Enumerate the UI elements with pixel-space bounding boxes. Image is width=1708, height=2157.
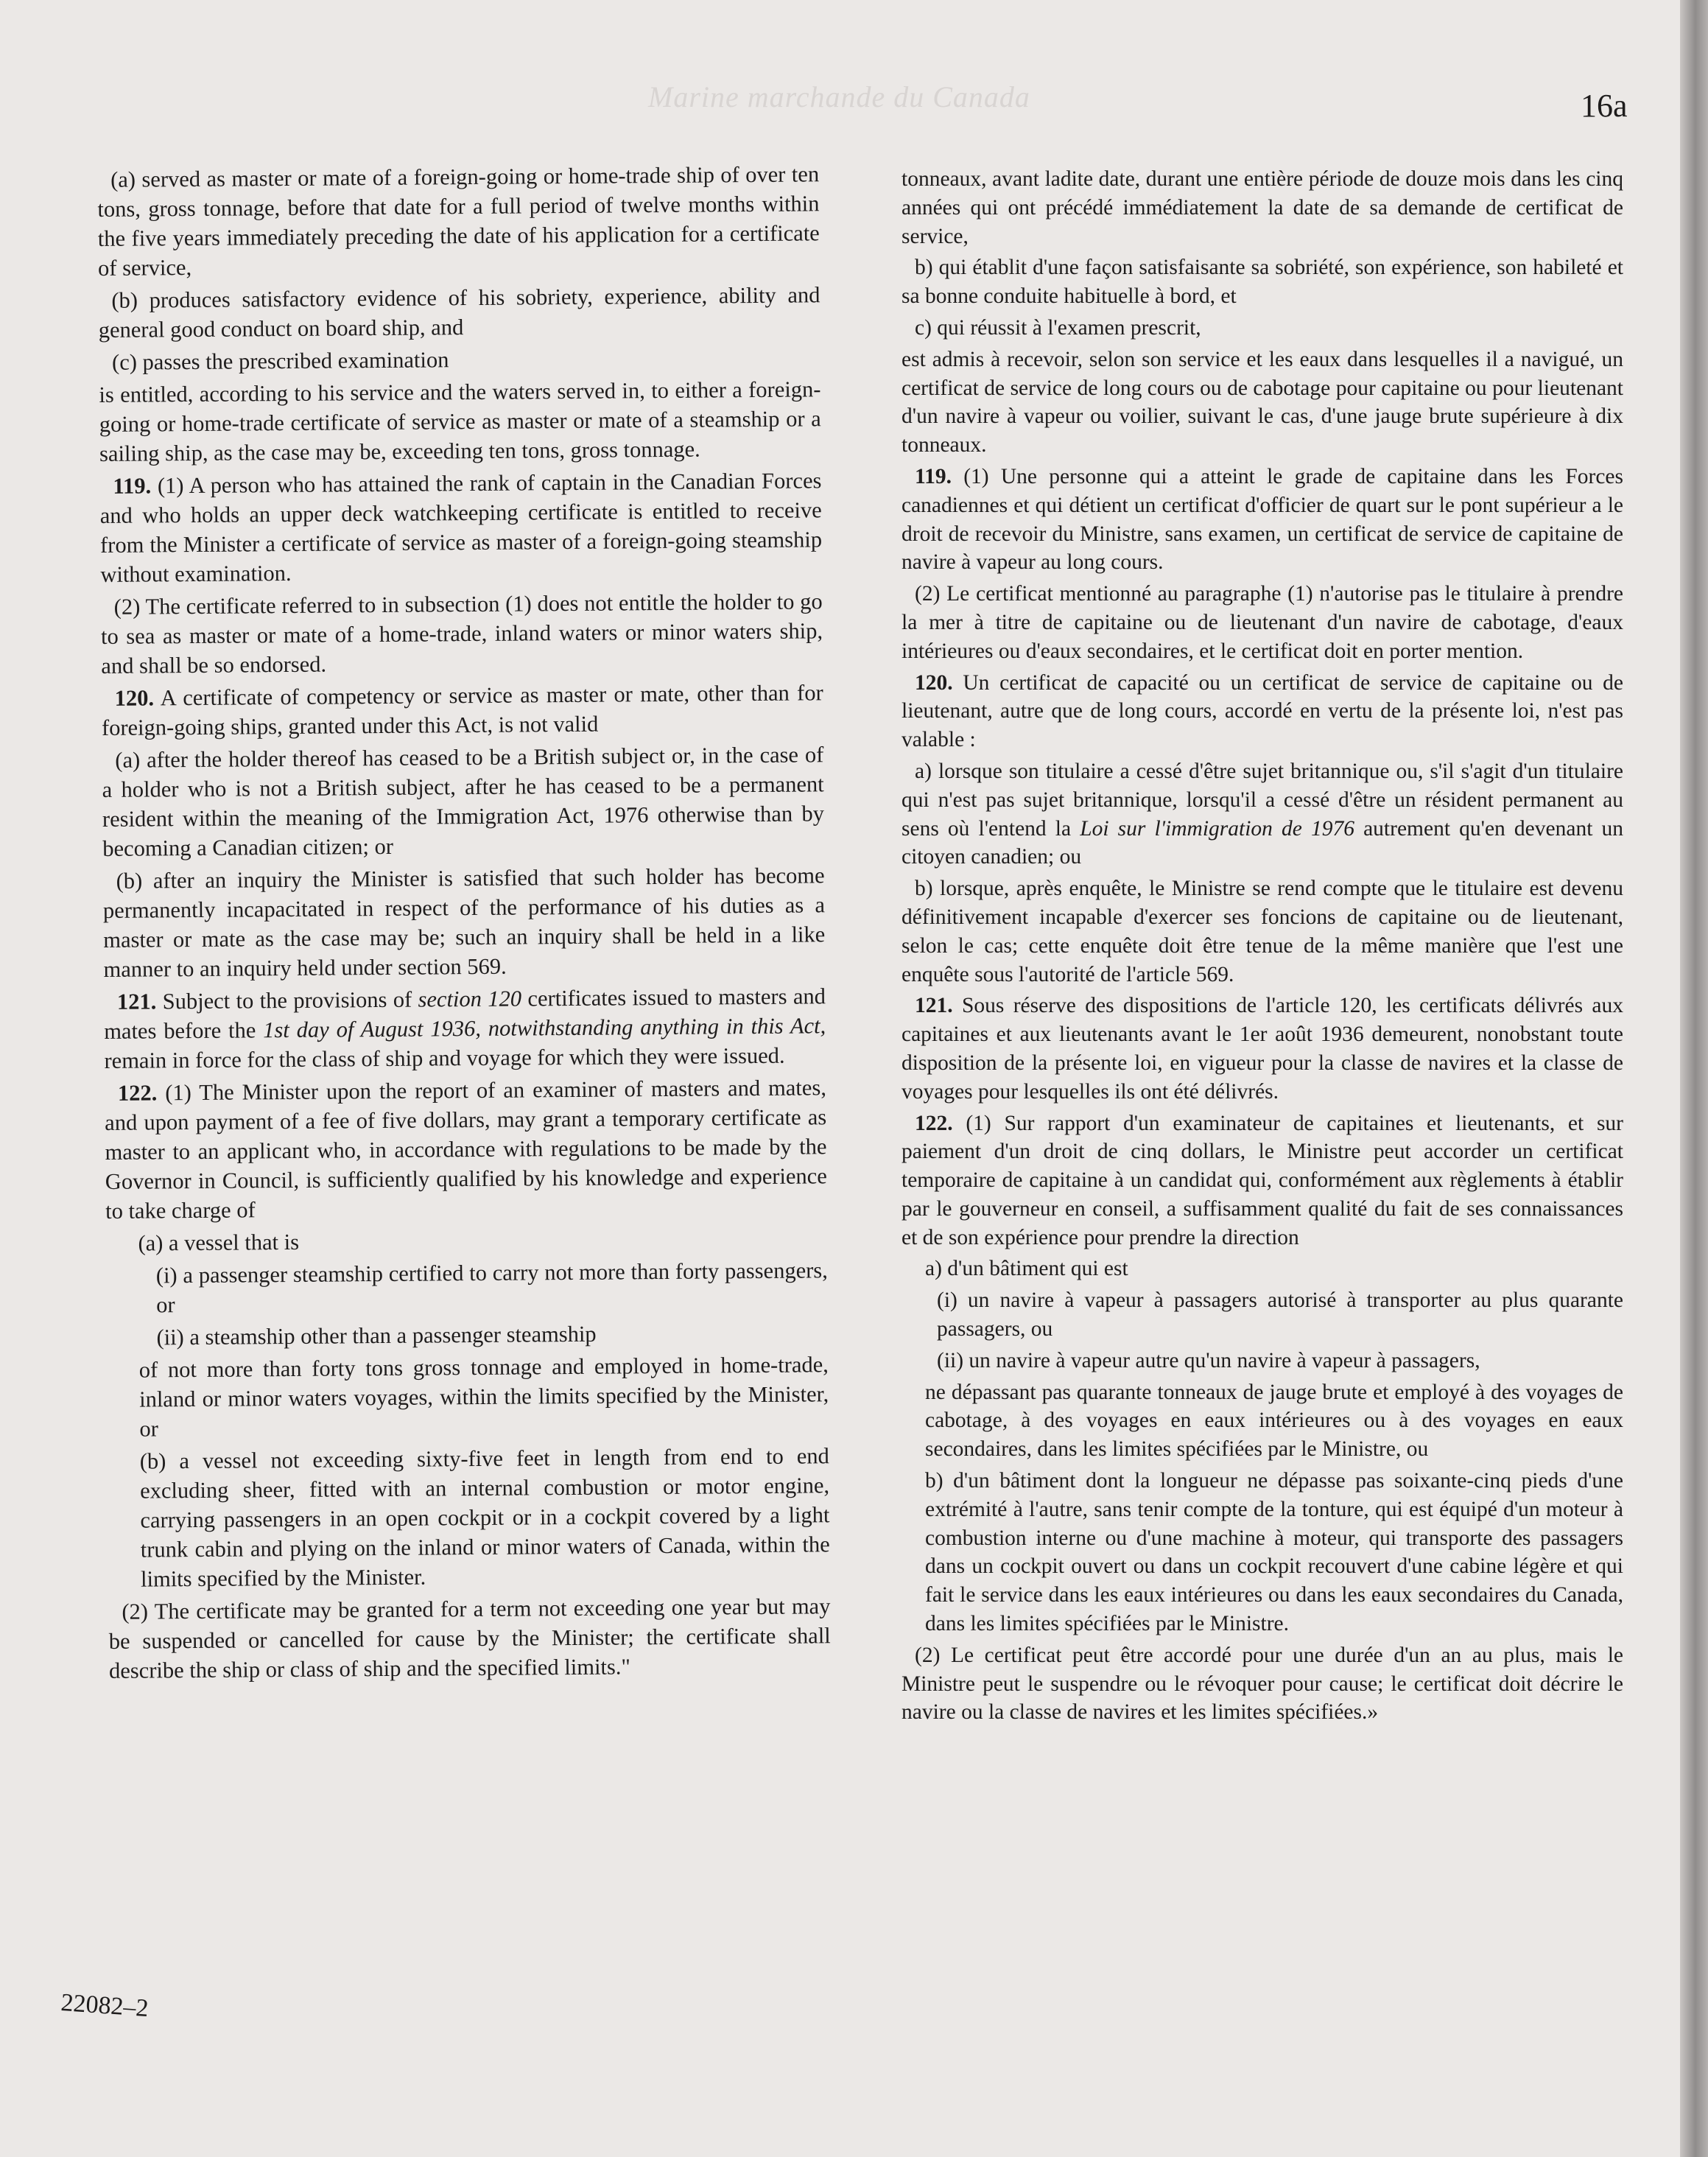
- fr-section-text: Un certificat de capacité ou un certificat de service de capitaine ou de lieutenant, autre que de long cours, accordé en vertu de la présente loi, n'est pas valable :: [902, 670, 1623, 752]
- en-section-122-a: (a) a vessel that is: [138, 1229, 300, 1256]
- en-italic-ref: 1st day of August 1936, notwithstanding anything in this Act,: [263, 1013, 826, 1043]
- en-section-120-b: (b) after an inquiry the Minister is satisfied that such holder has become permanently incapacitated in respect of the performance of his duties as a master or mate as the case may be; such an inquiry shall be held in a like manner to an inquiry held under section 569.: [102, 863, 826, 982]
- en-section-number: 122.: [117, 1080, 158, 1106]
- en-section-120-a: (a) after the holder thereof has ceased to be a British subject or, in the case of a holder who is not a British subject, after he has ceased to be a permanent resident within the meaning of the Immigration Act, 1976 otherwise than by becoming a Canadian citizen; or: [102, 742, 825, 861]
- fr-section-text: (1) Une personne qui a atteint le grade de capitaine dans les Forces canadiennes et qui détient un certificat d'officier de quart sur le pont supérieur a le droit de recevoir du Ministre, sans examen, un certificat de service de capitaine de navire à vapeur au long cours.: [902, 464, 1623, 575]
- en-para-a: (a) served as master or mate of a foreign-going or home-trade ship of over ten tons, gross tonnage, before that date for a full period of twelve months within the five years immediately preceding the date of his application for a certificate of service,: [97, 161, 820, 281]
- page-number: 16a: [1581, 88, 1628, 124]
- en-section-120: [102, 678, 824, 743]
- fr-section-number: 119.: [915, 464, 952, 488]
- fr-section-122-1: [902, 1109, 1623, 1252]
- fr-italic-ref: Loi sur l'immigration de 1976: [1080, 816, 1354, 841]
- en-text: remain in force for the class of ship and voyage for which they were issued.: [104, 1042, 785, 1073]
- fr-section-122-ii: (ii) un navire à vapeur autre qu'un navire à vapeur à passagers,: [937, 1348, 1480, 1372]
- fr-section-122-2: (2) Le certificat peut être accordé pour une durée d'un an au plus, mais le Ministre peut le suspendre ou le révoquer pour cause; le certificat doit décrire le navire ou la classe de navires et les limites spécifiées.»: [902, 1643, 1623, 1725]
- fr-section-121: [902, 992, 1623, 1106]
- en-section-122-a-tail: of not more than forty tons gross tonnage and employed in home-trade, inland or minor waters voyages, within the limits specified by the Minister, or: [138, 1352, 829, 1442]
- fr-para-tail: est admis à recevoir, selon son service et les eaux dans lesquelles il a navigué, un certificat de service de long cours ou de cabotage pour capitaine ou pour lieutenant d'un navire à vapeur ou voilier, suivant le cas, d'une jauge brute supérieure à dix tonneaux.: [902, 347, 1623, 457]
- fr-section-120-a: [902, 757, 1623, 871]
- fr-section-122-i: (i) un navire à vapeur à passagers autorisé à transporter au plus quarante passagers, ou: [937, 1288, 1623, 1341]
- en-text: Subject to the provisions of: [162, 986, 412, 1014]
- en-section-text: (1) A person who has attained the rank of captain in the Canadian Forces and who holds an upper deck watchkeeping certificate is entitled to receive from the Minister a certificate of service as master of a foreign-going steamship without examination.: [99, 468, 823, 587]
- fr-text: autrement qu'en devenant un citoyen canadien; ou: [902, 816, 1624, 869]
- fr-section-number: 120.: [915, 670, 953, 695]
- en-section-122-i: (i) a passenger steamship certified to carry not more than forty passengers, or: [155, 1258, 828, 1318]
- fr-section-122-a-tail: ne dépassant pas quarante tonneaux de jauge brute et employé à des voyages de cabotage, à des voyages en eaux intérieures ou à des voyages en eaux secondaires, dans les limites spécifiées par le Ministre, ou: [925, 1380, 1623, 1462]
- en-text: certificates issued to masters and mates before the: [104, 983, 826, 1044]
- fr-text: a) lorsque son titulaire a cessé d'être sujet britannique ou, s'il s'agit d'un titulaire qui n'est pas sujet britannique, lorsqu'il a cessé d'être un résident permanent au sens où l'entend la: [902, 759, 1623, 841]
- en-section-122-2: (2) The certificate may be granted for a term not exceeding one year but may be suspended or cancelled for cause by the Minister; the certificate shall describe the ship or class of ship and the specified limits.": [108, 1593, 831, 1683]
- en-section-text: A certificate of competency or service as master or mate, other than for foreign-going ships, granted under this Act, is not valid: [101, 680, 823, 740]
- en-section-122-1: [105, 1073, 828, 1226]
- fr-section-text: (1) Sur rapport d'un examinateur de capitaines et lieutenants, et sur paiement d'un droit de cinq dollars, le Ministre peut accorder un certificat temporaire de capitaine à un candidat qui, conformément aux règlements à établir par le gouverneur en conseil, a suffisamment qualité du fait de ses connaissances et de son expérience pour prendre la direction: [902, 1111, 1623, 1249]
- fr-section-120-b: b) lorsque, après enquête, le Ministre se rend compte que le titulaire est devenu définitivement incapable d'exercer ses foncions de capitaine ou de lieutenant, selon le cas; cette enquête doit être tenue de la même manière que l'est une enquête sous l'autorité de l'article 569.: [902, 877, 1623, 986]
- en-section-121: [104, 981, 826, 1076]
- en-section-122-ii: (ii) a steamship other than a passenger steamship: [156, 1321, 597, 1350]
- fr-section-119-2: (2) Le certificat mentionné au paragraphe (1) n'autorise pas le titulaire à prendre la mer à titre de capitaine ou de lieutenant d'un navire de cabotage, d'eaux intérieures ou d'eaux secondaires, et le certificat doit en porter mention.: [902, 582, 1623, 663]
- french-column: [902, 165, 1623, 1730]
- en-section-122-b: (b) a vessel not exceeding sixty-five feet in length from end to end excluding sheer, fitted with an internal combustion or motor engine, carrying passengers in an open cockpit or in a cockpit covered by a light trunk cabin and plying on the inland or minor waters of Canada, within the limits specified by the Minister.: [139, 1443, 830, 1592]
- en-section-119-1: [99, 466, 822, 589]
- fr-section-122-a: a) d'un bâtiment qui est: [925, 1257, 1128, 1281]
- fr-section-text: Sous réserve des dispositions de l'article 120, les certificats délivrés aux capitaines et aux lieutenants avant le 1er août 1936 demeurent, nonobstant toute disposition de la présente loi, en vigueur pour la classe de navires et la classe de voyages pour lesquelles ils ont été délivrés.: [902, 994, 1623, 1104]
- bleed-through-header: Marine marchande du Canada: [648, 80, 1030, 113]
- english-column: [97, 159, 831, 1688]
- fr-section-number: 121.: [915, 994, 953, 1018]
- en-italic-ref: section 120: [418, 986, 522, 1012]
- en-para-tail: is entitled, according to his service and the waters served in, to either a foreign-going or home-trade certificate of service as master or mate of a steamship or a sailing ship, as the case may be, exceeding ten tons, gross tonnage.: [99, 376, 821, 466]
- fr-section-119-1: [902, 463, 1623, 577]
- footer-print-code: 22082–2: [60, 1989, 150, 2023]
- fr-section-number: 122.: [915, 1111, 953, 1135]
- en-para-c: (c) passes the prescribed examination: [111, 347, 449, 375]
- en-section-number: 120.: [114, 685, 155, 711]
- fr-para-b: b) qui établit d'une façon satisfaisante sa sobriété, son expérience, son habileté et sa bonne conduite habituelle à bord, et: [902, 256, 1623, 309]
- fr-section-122-b: b) d'un bâtiment dont la longueur ne dépasse pas soixante-cinq pieds d'une extrémité à l'autre, sans tenir compte de la tonture, qui est équipé d'un moteur à combustion interne ou d'une machine à moteur, qui transporte des passagers dans un cockpit ouvert ou dans un cockpit recouvert d'une cabine légère et qui fait le service dans les eaux intérieures ou dans les eaux secondaires du Canada, dans les limites spécifiées par le Ministre.: [925, 1469, 1623, 1636]
- fr-para-cont: tonneaux, avant ladite date, durant une entière période de douze mois dans les cinq années qui ont précédé immédiatement la date de sa demande de certificat de service,: [902, 167, 1623, 248]
- en-section-number: 121.: [116, 989, 157, 1014]
- fr-section-120: [902, 669, 1623, 754]
- fr-para-c: c) qui réussit à l'examen prescrit,: [915, 315, 1201, 340]
- en-section-text: (1) The Minister upon the report of an examiner of masters and mates, and upon payment of a fee of five dollars, may grant a temporary certificate as master to an applicant who, in accordance with regulations to be made by the Governor in Council, is sufficiently qualified by his knowledge and experience to take charge of: [105, 1075, 827, 1224]
- en-section-number: 119.: [113, 473, 152, 499]
- en-section-119-2: (2) The certificate referred to in subsection (1) does not entitle the holder to go to sea as master or mate of a home-trade, inland waters or minor waters ship, and shall be so endorsed.: [100, 589, 823, 678]
- en-para-b: (b) produces satisfactory evidence of his sobriety, experience, ability and general good conduct on board ship, and: [98, 282, 820, 343]
- page-edge-shadow: [1680, 0, 1708, 2157]
